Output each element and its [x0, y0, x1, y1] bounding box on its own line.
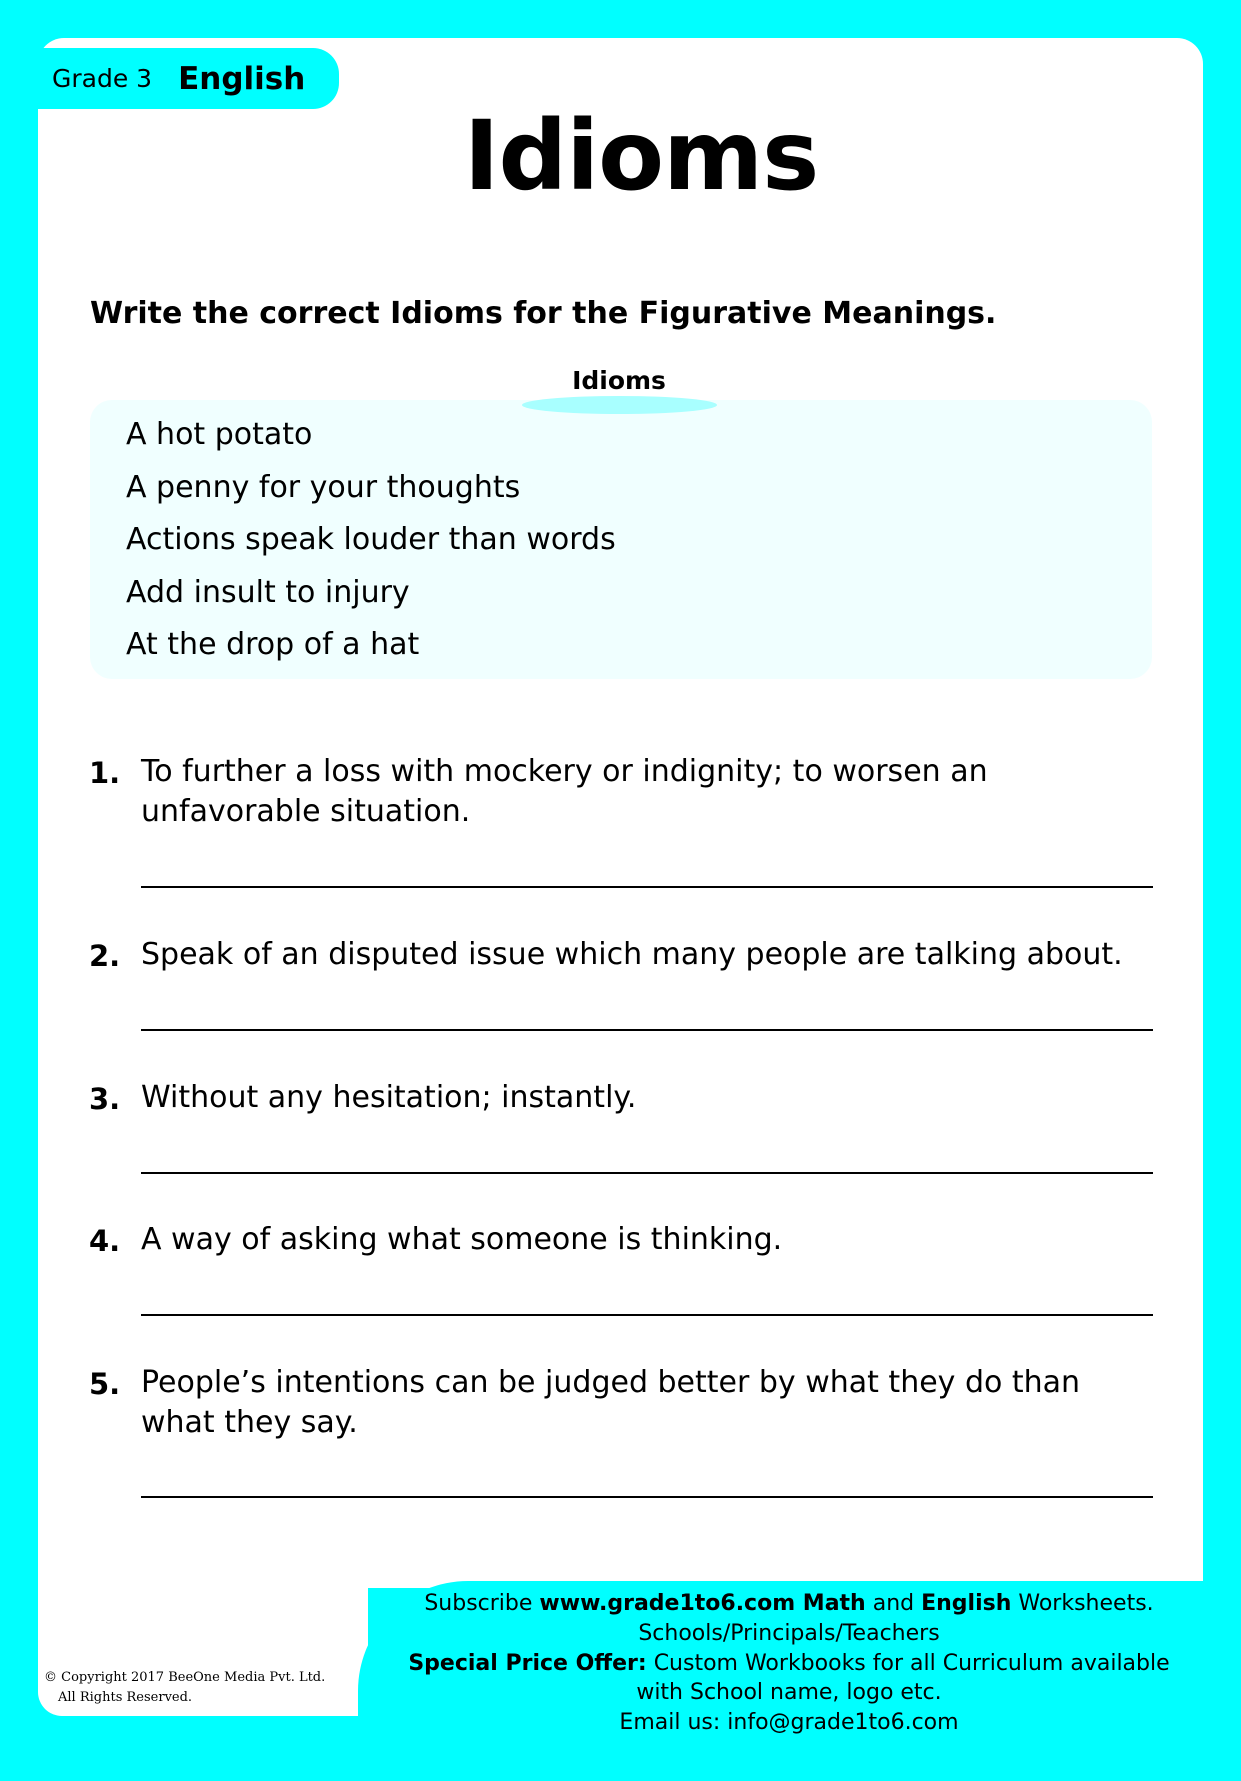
footer-offer — [368, 1649, 1210, 1679]
question-text: To further a loss with mockery or indignity; to worsen an unfavorable situation. — [141, 754, 988, 829]
question-number: 3. — [89, 1082, 121, 1116]
footer-offer-detail: with School name, logo etc. — [636, 1680, 942, 1705]
question-number: 5. — [89, 1367, 121, 1401]
answer-line[interactable] — [141, 1496, 1153, 1498]
footer-audience: Schools/Principals/Teachers — [638, 1621, 940, 1646]
footer-email[interactable]: Email us: info@grade1to6.com — [619, 1710, 959, 1735]
label-highlight — [522, 396, 717, 414]
grade-label: Grade 3 — [52, 64, 153, 93]
footer-subscribe — [368, 1589, 1210, 1619]
idiom-item: At the drop of a hat — [126, 627, 420, 662]
question-number: 1. — [89, 756, 121, 790]
question-text: A way of asking what someone is thinking. — [141, 1222, 783, 1257]
answer-line[interactable] — [141, 1172, 1153, 1174]
answer-line[interactable] — [141, 1314, 1153, 1316]
text: Worksheets. — [1011, 1591, 1154, 1616]
copyright-line: © Copyright 2017 BeeOne Media Pvt. Ltd. — [44, 1670, 326, 1685]
idiom-item: A hot potato — [126, 417, 313, 452]
text: Special Price Offer: — [408, 1651, 647, 1676]
idiom-item: Actions speak louder than words — [126, 522, 616, 557]
instruction: Write the correct Idioms for the Figurative Meanings. — [90, 296, 997, 331]
question-text: People’s intentions can be judged better by what they do than what they say. — [141, 1365, 1081, 1440]
answer-line[interactable] — [141, 886, 1153, 888]
subject-label: English — [178, 60, 306, 97]
question-number: 4. — [89, 1224, 121, 1258]
question-text: Speak of an disputed issue which many people are talking about. — [141, 937, 1123, 972]
copyright — [44, 1668, 325, 1708]
text: and — [865, 1591, 922, 1616]
website-link[interactable]: www.grade1to6.com Math — [539, 1591, 866, 1616]
answer-line[interactable] — [141, 1029, 1153, 1031]
idiom-box-label: Idioms — [572, 366, 666, 395]
question-number: 2. — [89, 939, 121, 973]
page-title: Idioms — [463, 100, 819, 212]
text: Subscribe — [424, 1591, 540, 1616]
idiom-item: Add insult to injury — [126, 575, 410, 610]
text: Custom Workbooks for all Curriculum available — [646, 1651, 1170, 1676]
copyright-line: All Rights Reserved. — [58, 1690, 193, 1705]
idiom-item: A penny for your thoughts — [126, 470, 521, 505]
text: English — [921, 1591, 1012, 1616]
question-text: Without any hesitation; instantly. — [141, 1080, 637, 1115]
